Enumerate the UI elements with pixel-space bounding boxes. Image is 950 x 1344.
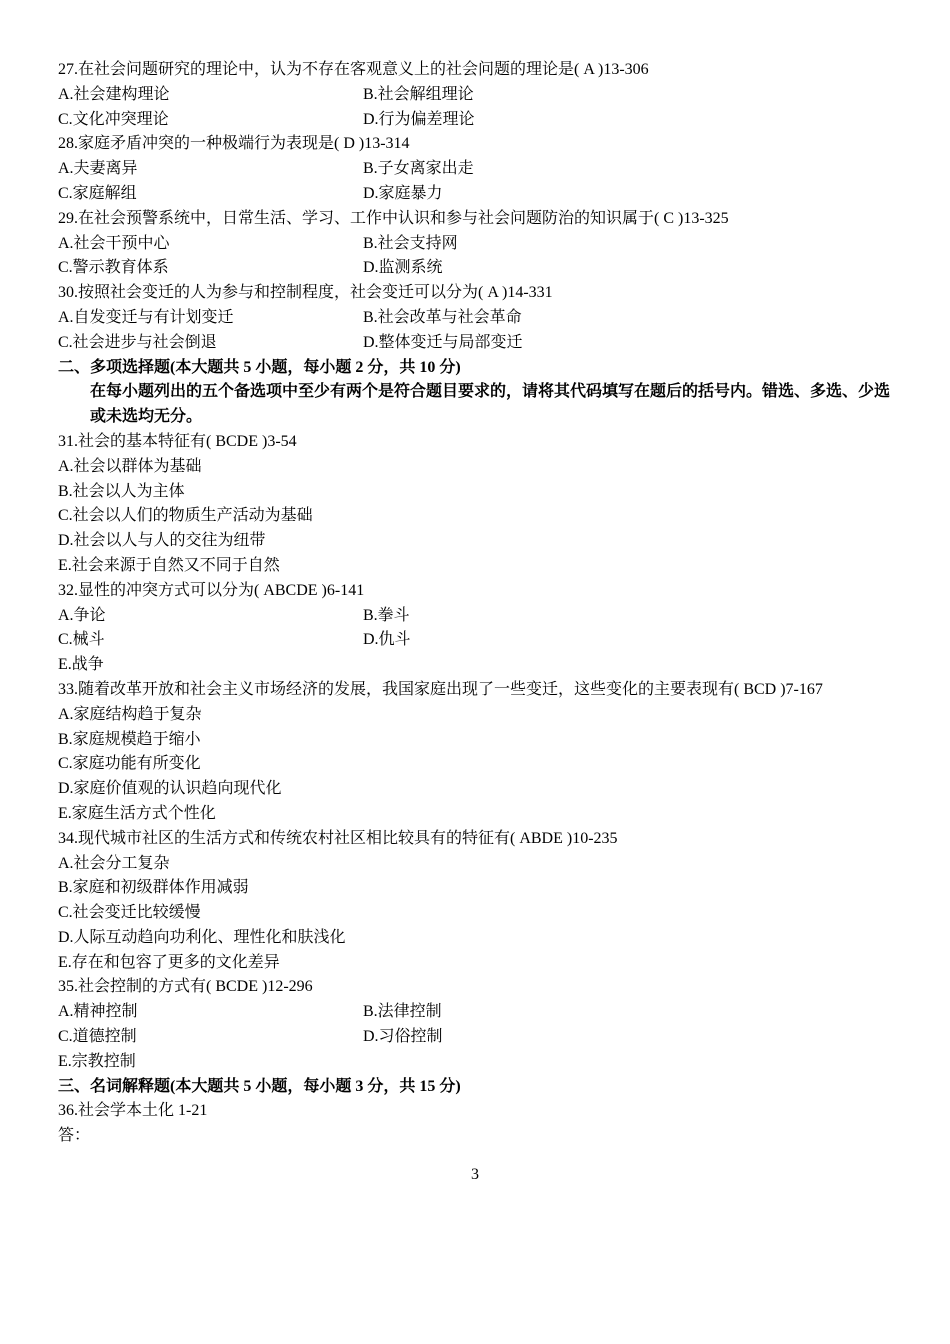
option: B.社会以人为主体 bbox=[58, 482, 185, 500]
option: C.文化冲突理论 bbox=[58, 110, 169, 128]
option: A.社会干预中心 bbox=[58, 234, 170, 252]
question-36-stem: 36.社会学本土化 1-21 bbox=[58, 1102, 208, 1120]
option: D.监测系统 bbox=[363, 259, 443, 277]
option: D.社会以人与人的交往为纽带 bbox=[58, 532, 266, 550]
option: C.社会变迁比较缓慢 bbox=[58, 904, 201, 922]
option: A.社会分工复杂 bbox=[58, 854, 170, 872]
exam-page bbox=[58, 58, 898, 1149]
option: C.械斗 bbox=[58, 631, 105, 649]
question-35-stem: 35.社会控制的方式有( BCDE )12-296 bbox=[58, 978, 313, 996]
page-number: 3 bbox=[471, 1166, 479, 1183]
option: E.存在和包容了更多的文化差异 bbox=[58, 953, 280, 971]
option: C.家庭功能有所变化 bbox=[58, 755, 201, 773]
question-31-stem: 31.社会的基本特征有( BCDE )3-54 bbox=[58, 432, 297, 450]
option: B.家庭和初级群体作用减弱 bbox=[58, 879, 249, 897]
option: E.社会来源于自然又不同于自然 bbox=[58, 556, 280, 574]
question-28-options-row-2 bbox=[58, 182, 898, 207]
section-2-heading: 二、多项选择题(本大题共 5 小题，每小题 2 分，共 10 分) bbox=[58, 358, 461, 376]
option: D.仇斗 bbox=[363, 631, 411, 649]
question-32-options-row-2 bbox=[58, 628, 898, 653]
question-30-stem: 30.按照社会变迁的人为参与和控制程度，社会变迁可以分为( A )14-331 bbox=[58, 284, 553, 302]
option: B.法律控制 bbox=[363, 1003, 442, 1021]
option: A.家庭结构趋于复杂 bbox=[58, 705, 202, 723]
question-32-stem: 32.显性的冲突方式可以分为( ABCDE )6-141 bbox=[58, 581, 365, 599]
question-29-stem: 29.在社会预警系统中，日常生活、学习、工作中认识和参与社会问题防治的知识属于( C )13-325 bbox=[58, 209, 729, 227]
option: A.争论 bbox=[58, 606, 106, 624]
option: B.家庭规模趋于缩小 bbox=[58, 730, 201, 748]
option: C.社会进步与社会倒退 bbox=[58, 333, 217, 351]
option: C.道德控制 bbox=[58, 1028, 137, 1046]
question-34-stem: 34.现代城市社区的生活方式和传统农村社区相比较具有的特征有( ABDE )10-235 bbox=[58, 829, 618, 847]
option: E.战争 bbox=[58, 656, 104, 674]
question-35-options-row-2 bbox=[58, 1025, 898, 1050]
question-27-options-row-1 bbox=[58, 83, 898, 108]
option: B.子女离家出走 bbox=[363, 160, 474, 178]
option: D.家庭暴力 bbox=[363, 184, 443, 202]
option: E.宗教控制 bbox=[58, 1052, 136, 1070]
section-2-instruction: 在每小题列出的五个备选项中至少有两个是符合题目要求的，请将其代码填写在题后的括号内。错选、多选、少选或未选均无分。 bbox=[90, 383, 891, 426]
question-27-stem: 27.在社会问题研究的理论中，认为不存在客观意义上的社会问题的理论是( A )13-306 bbox=[58, 61, 649, 78]
option: D.行为偏差理论 bbox=[363, 110, 475, 128]
question-32-options-row-1 bbox=[58, 604, 898, 629]
question-30-options-row-1 bbox=[58, 306, 898, 331]
option: C.警示教育体系 bbox=[58, 259, 169, 277]
option: A.夫妻离异 bbox=[58, 160, 138, 178]
option: E.家庭生活方式个性化 bbox=[58, 804, 216, 822]
option: C.家庭解组 bbox=[58, 184, 137, 202]
answer-label: 答： bbox=[58, 1127, 91, 1145]
option: D.人际互动趋向功利化、理性化和肤浅化 bbox=[58, 928, 346, 946]
option: B.社会支持网 bbox=[363, 234, 458, 252]
option: C.社会以人们的物质生产活动为基础 bbox=[58, 507, 313, 525]
question-28-stem: 28.家庭矛盾冲突的一种极端行为表现是( D )13-314 bbox=[58, 135, 410, 153]
option: D.家庭价值观的认识趋向现代化 bbox=[58, 780, 282, 798]
option: B.社会改革与社会革命 bbox=[363, 308, 522, 326]
option: B.社会解组理论 bbox=[363, 85, 474, 103]
question-29-options-row-1 bbox=[58, 232, 898, 257]
option: D.习俗控制 bbox=[363, 1028, 443, 1046]
option: A.社会建构理论 bbox=[58, 85, 170, 103]
question-30-options-row-2 bbox=[58, 331, 898, 356]
section-3-heading: 三、名词解释题(本大题共 5 小题，每小题 3 分，共 15 分) bbox=[58, 1077, 461, 1095]
question-27-options-row-2 bbox=[58, 108, 898, 133]
option: B.拳斗 bbox=[363, 606, 410, 624]
option: A.精神控制 bbox=[58, 1003, 138, 1021]
option: A.社会以群体为基础 bbox=[58, 457, 202, 475]
option: D.整体变迁与局部变迁 bbox=[363, 333, 523, 351]
question-33-stem: 33.随着改革开放和社会主义市场经济的发展，我国家庭出现了一些变迁，这些变化的主要表现有( BCD )7-167 bbox=[58, 680, 823, 698]
question-29-options-row-2 bbox=[58, 256, 898, 281]
question-35-options-row-1 bbox=[58, 1000, 898, 1025]
option: A.自发变迁与有计划变迁 bbox=[58, 308, 234, 326]
question-28-options-row-1 bbox=[58, 157, 898, 182]
